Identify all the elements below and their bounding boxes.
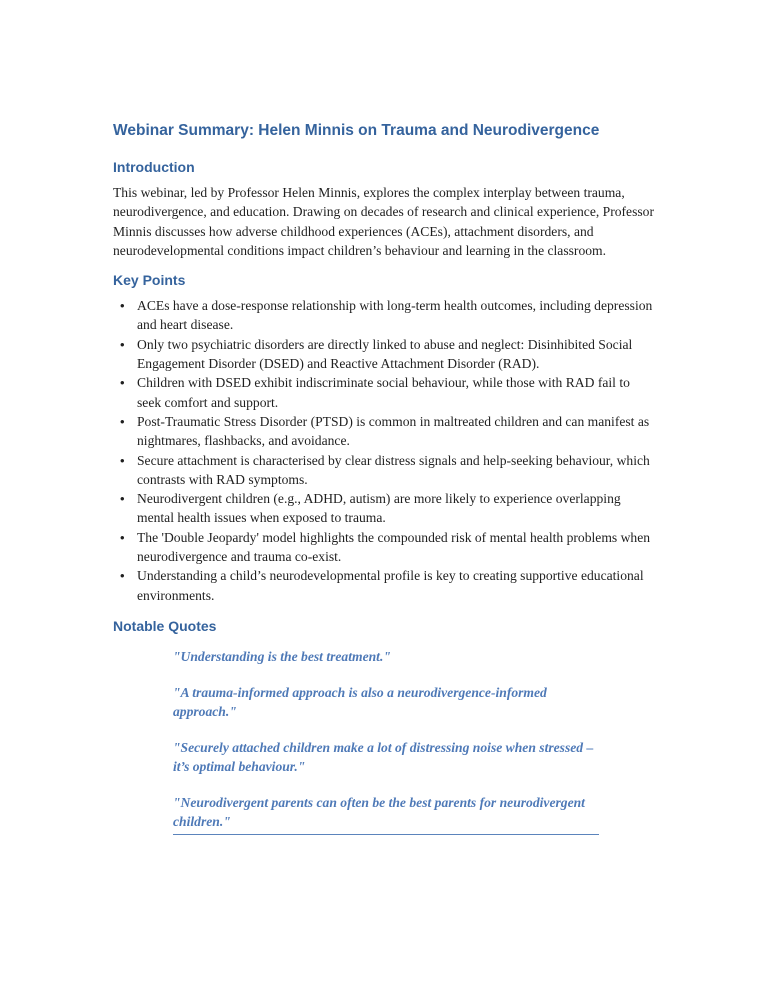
key-point-item: • Secure attachment is characterised by clear distress signals and help-seeking behaviour, which contrasts with RAD symptoms. xyxy=(113,451,656,490)
section-heading-introduction: Introduction xyxy=(113,159,195,175)
key-point-item: • Understanding a child’s neurodevelopmental profile is key to creating supportive educational environments. xyxy=(113,566,656,605)
key-point-item: • Neurodivergent children (e.g., ADHD, autism) are more likely to experience overlapping mental health issues when exposed to trauma. xyxy=(113,489,656,528)
quote-item: "A trauma-informed approach is also a neurodivergence-informed approach." xyxy=(173,685,547,719)
key-point-item: • ACEs have a dose-response relationship with long-term health outcomes, including depression and heart disease. xyxy=(113,296,656,335)
document-title: Webinar Summary: Helen Minnis on Trauma and Neurodivergence xyxy=(113,122,600,139)
key-point-item: • Post-Traumatic Stress Disorder (PTSD) is common in maltreated children and can manifest as nightmares, flashbacks, and avoidance. xyxy=(113,412,656,451)
key-point-item: • The 'Double Jeopardy' model highlights the compounded risk of mental health problems when neurodivergence and trauma co-exist. xyxy=(113,528,656,567)
section-heading-notable-quotes: Notable Quotes xyxy=(113,617,217,634)
quote-item: "Neurodivergent parents can often be the best parents for neurodivergent children." xyxy=(173,795,585,829)
quote-item: "Understanding is the best treatment." xyxy=(173,648,391,664)
section-heading-key-points: Key Points xyxy=(113,272,186,289)
key-points-list xyxy=(113,296,656,605)
quote-item: "Securely attached children make a lot of distressing noise when stressed – it’s optimal behaviour." xyxy=(173,740,594,774)
key-point-item: • Children with DSED exhibit indiscriminate social behaviour, while those with RAD fail to seek comfort and support. xyxy=(113,373,656,412)
introduction-paragraph: This webinar, led by Professor Helen Minnis, explores the complex interplay between trauma, neurodivergence, and education. Drawing on decades of research and clinical experience, Professor Minnis discusses how adverse childhood experiences (ACEs), attachment disorders, and neurodevelopmental conditions impact children’s behaviour and learning in the classroom. xyxy=(113,185,654,258)
key-point-item: • Only two psychiatric disorders are directly linked to abuse and neglect: Disinhibited Social Engagement Disorder (DSED) and Reactive Attachment Disorder (RAD). xyxy=(113,335,656,374)
quotes-block xyxy=(173,648,599,836)
quote-section-divider xyxy=(173,834,599,835)
